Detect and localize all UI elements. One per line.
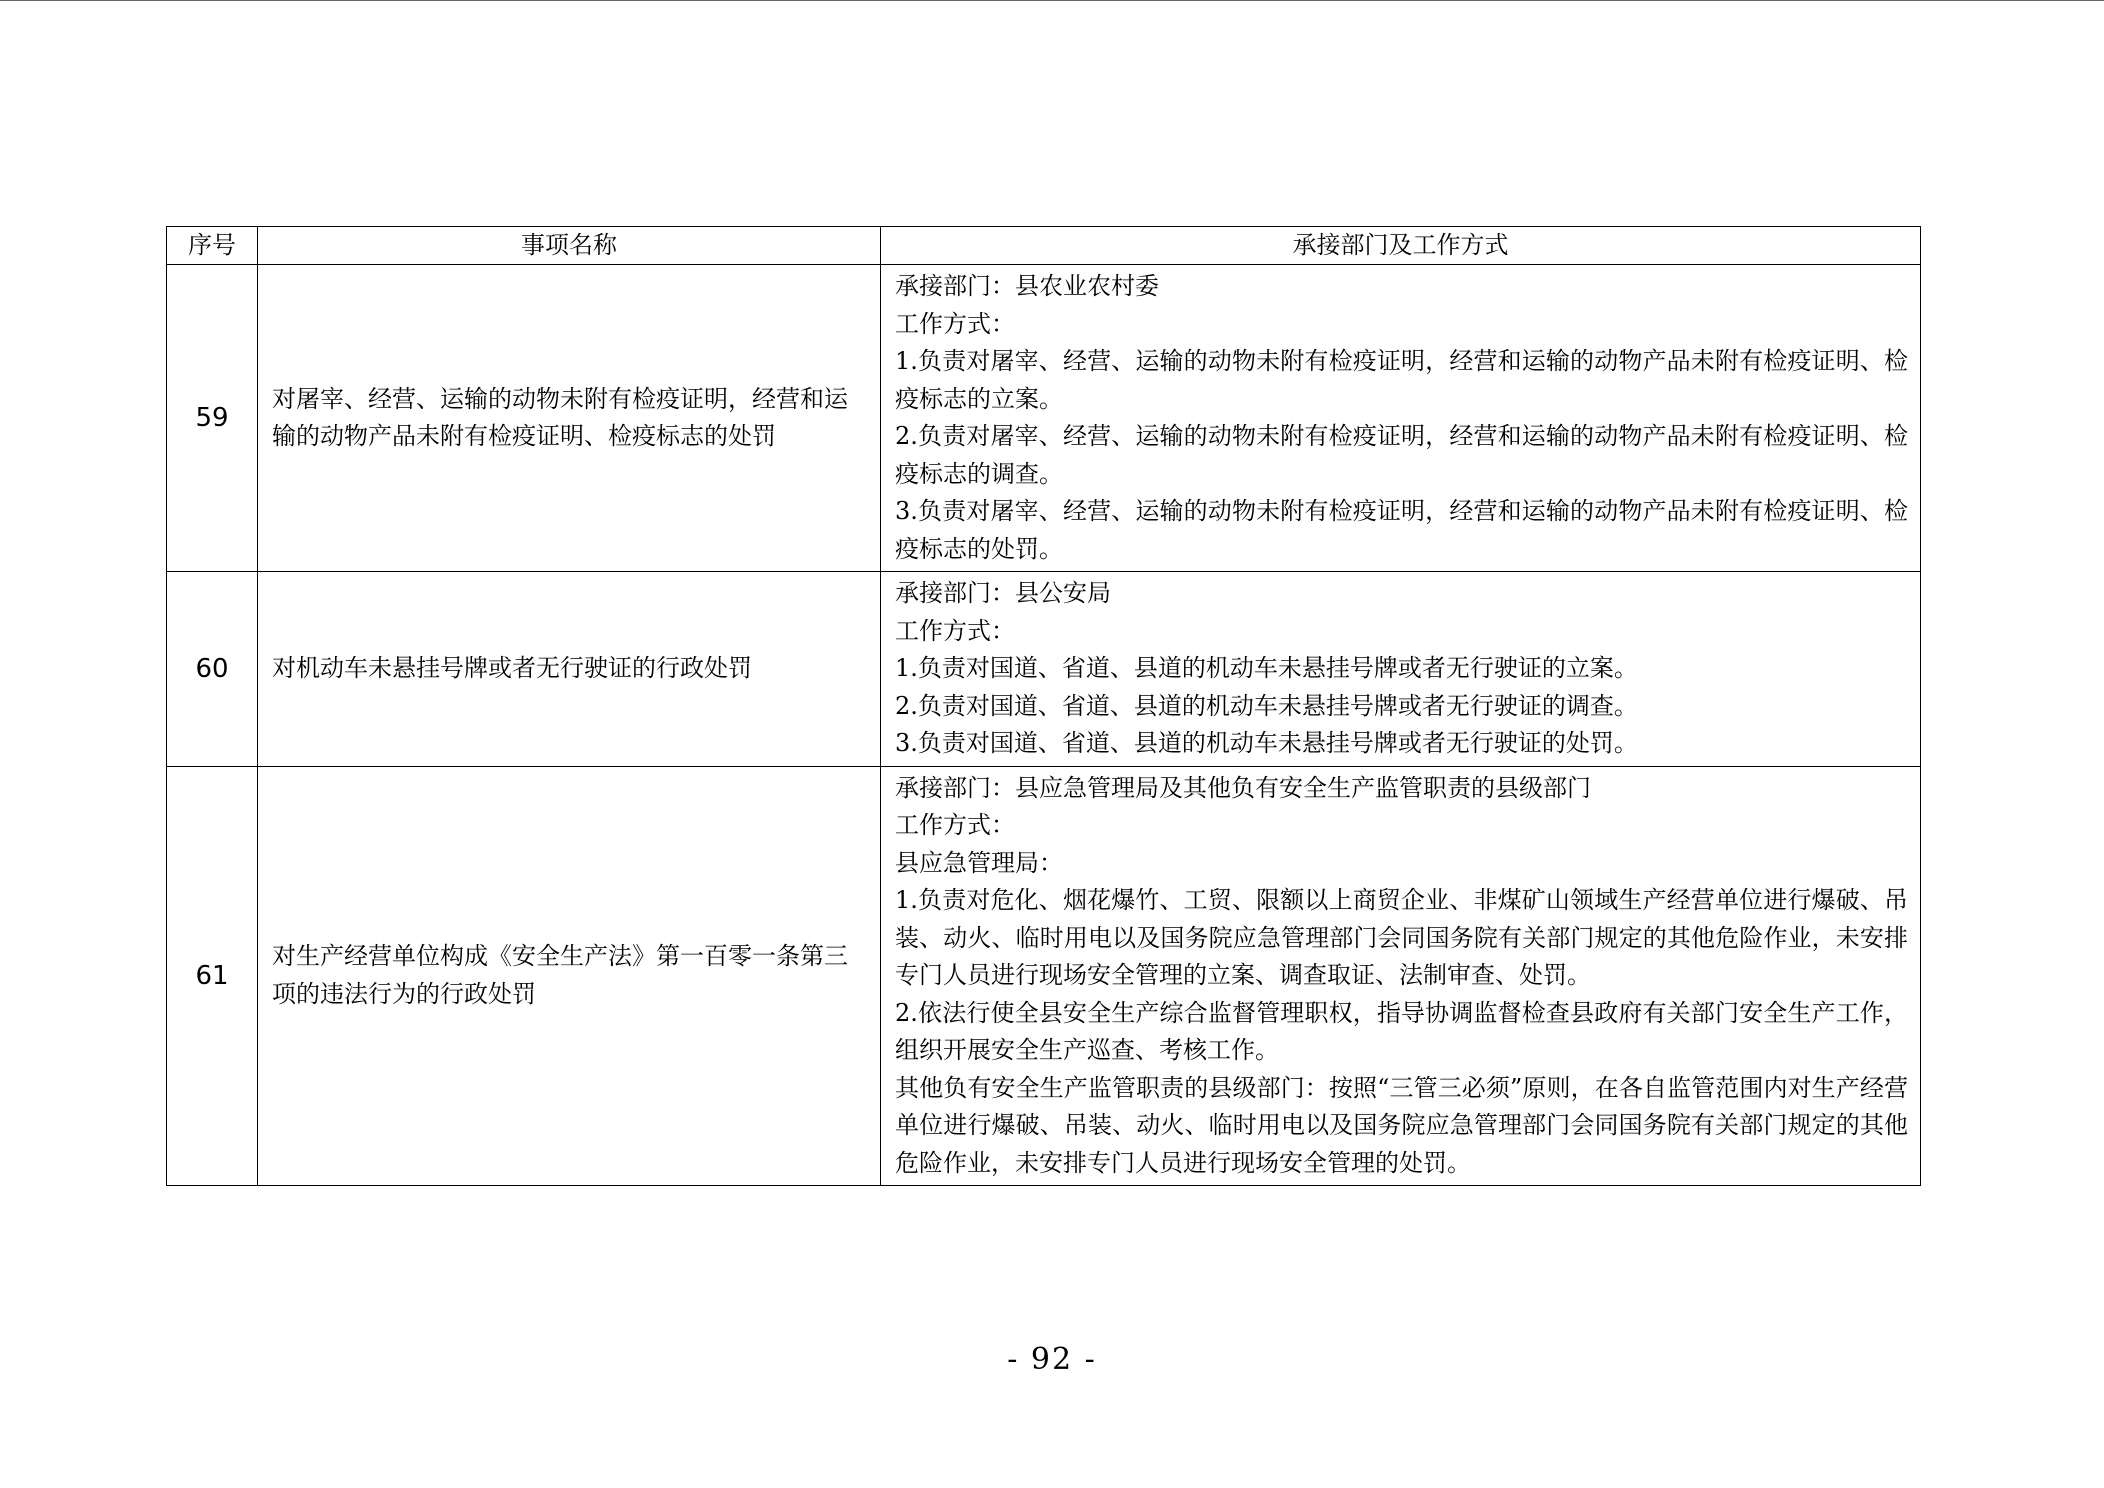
detail-line: 1.负责对危化、烟花爆竹、工贸、限额以上商贸企业、非煤矿山领域生产经营单位进行爆破、吊装、动火、临时用电以及国务院应急管理部门会同国务院有关部门规定的其他危险作业，未安排专门人员进行现场安全管理的立案、调查取证、法制审查、处罚。: [895, 886, 1908, 989]
table-row: [167, 572, 1921, 767]
page-number: [0, 1342, 2104, 1377]
detail-line: 2.负责对屠宰、经营、运输的动物未附有检疫证明，经营和运输的动物产品未附有检疫证明、检疫标志的调查。: [895, 422, 1908, 488]
table-header-row: [167, 227, 1921, 265]
row-detail: [881, 572, 1921, 767]
header-serial-number: 序号: [167, 227, 258, 265]
row-item-name: 对生产经营单位构成《安全生产法》第一百零一条第三项的违法行为的行政处罚: [258, 766, 881, 1186]
detail-line: 其他负有安全生产监管职责的县级部门：按照“三管三必须”原则，在各自监管范围内对生产经营单位进行爆破、吊装、动火、临时用电以及国务院应急管理部门会同国务院有关部门规定的其他危险作业，未安排专门人员进行现场安全管理的处罚。: [895, 1073, 1908, 1177]
header-item-name: 事项名称: [258, 227, 881, 265]
detail-line: 承接部门：县应急管理局及其他负有安全生产监管职责的县级部门: [895, 773, 1591, 802]
detail-line: 承接部门：县农业农村委: [895, 272, 1159, 300]
detail-line: 县应急管理局：: [895, 848, 1063, 877]
detail-line: 2.负责对国道、省道、县道的机动车未悬挂号牌或者无行驶证的调查。: [895, 691, 1638, 720]
detail-line: 2.依法行使全县安全生产综合监督管理职权，指导协调监督检查县政府有关部门安全生产工作，组织开展安全生产巡查、考核工作。: [895, 998, 1908, 1064]
detail-line: 1.负责对屠宰、经营、运输的动物未附有检疫证明，经营和运输的动物产品未附有检疫证明、检疫标志的立案。: [895, 347, 1908, 413]
detail-line: 3.负责对国道、省道、县道的机动车未悬挂号牌或者无行驶证的处罚。: [895, 729, 1638, 757]
row-detail: [881, 265, 1921, 572]
row-number: 60: [167, 572, 258, 767]
row-item-name: 对屠宰、经营、运输的动物未附有检疫证明，经营和运输的动物产品未附有检疫证明、检疫标志的处罚: [258, 265, 881, 572]
detail-line: 工作方式：: [895, 811, 1015, 839]
top-border-line: [0, 0, 2104, 1]
matters-table: [166, 226, 1921, 1186]
detail-line: 工作方式：: [895, 309, 1015, 338]
detail-line: 工作方式：: [895, 616, 1015, 645]
row-number: 61: [167, 766, 258, 1186]
detail-line: 3.负责对屠宰、经营、运输的动物未附有检疫证明，经营和运输的动物产品未附有检疫证明、检疫标志的处罚。: [895, 497, 1908, 563]
page-number-text: - 92 -: [1007, 1342, 1097, 1377]
header-department-and-method: 承接部门及工作方式: [881, 227, 1921, 265]
table-row: [167, 766, 1921, 1186]
detail-line: 承接部门：县公安局: [895, 579, 1111, 607]
table-row: [167, 265, 1921, 572]
row-item-name: 对机动车未悬挂号牌或者无行驶证的行政处罚: [258, 572, 881, 767]
row-number: 59: [167, 265, 258, 572]
row-detail: [881, 766, 1921, 1186]
detail-line: 1.负责对国道、省道、县道的机动车未悬挂号牌或者无行驶证的立案。: [895, 654, 1638, 682]
